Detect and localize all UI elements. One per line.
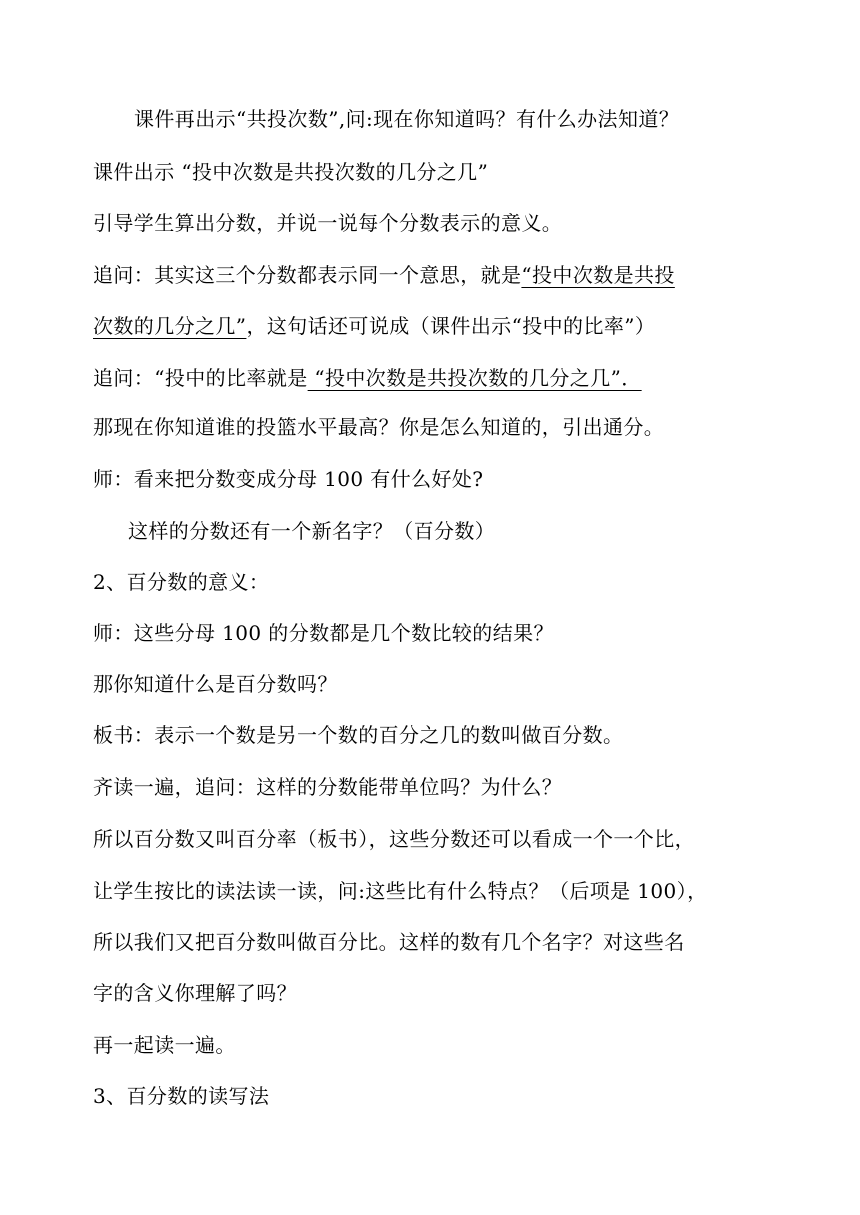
paragraph-line: 齐读一遍，追问：这样的分数能带单位吗？为什么？ xyxy=(93,775,563,799)
underlined-phrase: “投中次数是共投次数的几分之几”． xyxy=(307,366,642,390)
paragraph-line: 所以百分数又叫百分率（板书），这些分数还可以看成一个一个比， xyxy=(93,827,695,851)
paragraph-line: 字的含义你理解了吗？ xyxy=(93,981,297,1005)
paragraph-line: 板书：表示一个数是另一个数的百分之几的数叫做百分数。 xyxy=(93,723,624,747)
paragraph-line: 再一起读一遍。 xyxy=(93,1033,236,1057)
line-text: 追问：“投中的比率就是 xyxy=(93,366,308,390)
paragraph-line: 那现在你知道谁的投篮水平最高？你是怎么知道的，引出通分。 xyxy=(93,415,665,439)
line-text: ，这句话还可说成（课件出示“投中的比率”） xyxy=(246,314,656,338)
line-text: 追问：其实这三个分数都表示同一个意思，就是 xyxy=(93,263,522,287)
paragraph-line xyxy=(93,313,655,339)
paragraph-line: 让学生按比的读法读一读，问:这些比有什么特点？（后项是 100）， xyxy=(93,879,708,903)
paragraph-line xyxy=(93,365,642,391)
paragraph-line: 师：这些分母 100 的分数都是几个数比较的结果？ xyxy=(93,621,554,645)
paragraph-line: 师：看来把分数变成分母 100 有什么好处? xyxy=(93,467,484,491)
underlined-phrase: 次数的几分之几” xyxy=(93,314,247,338)
paragraph-line xyxy=(93,262,675,288)
section-heading: 2、百分数的意义： xyxy=(93,570,270,594)
paragraph-line: 那你知道什么是百分数吗？ xyxy=(93,672,338,696)
underlined-phrase: “投中次数是共投 xyxy=(521,263,675,287)
paragraph-line: 所以我们又把百分数叫做百分比。这样的数有几个名字？对这些名 xyxy=(93,930,685,954)
paragraph-line: 课件再出示“共投次数”,问:现在你知道吗？有什么办法知道？ xyxy=(134,107,680,131)
paragraph-line: 这样的分数还有一个新名字？（百分数） xyxy=(128,519,496,543)
paragraph-line: 引导学生算出分数，并说一说每个分数表示的意义。 xyxy=(93,211,563,235)
section-heading: 3、百分数的读写法 xyxy=(93,1084,270,1108)
paragraph-line: 课件出示 “投中次数是共投次数的几分之几” xyxy=(93,160,489,184)
